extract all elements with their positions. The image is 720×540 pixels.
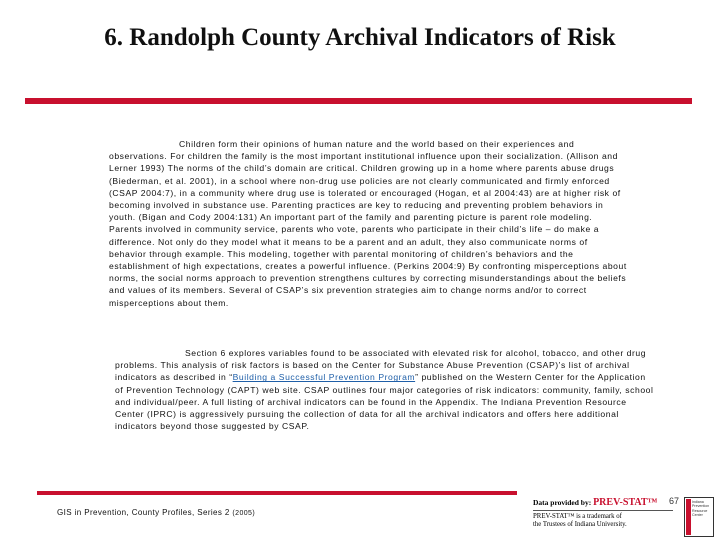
paragraph-2-text-after: ” published on the Western Center for the Application of Prevention Technology (CAPT) web site. CSAP outlines four major categories of risk indicators: community, family, school and individual/peer. A full listing of archival indicators can be found in the Appendix. The Indiana Prevention Resource Center (IPRC) is aggressively pursuing the collection of data for all the archival indicators and offers here additional indicators beyond those suggested by CSAP. (115, 372, 654, 432)
building-prevention-program-link[interactable]: Building a Successful Prevention Program (232, 372, 416, 383)
paragraph-2-text-before: Section 6 explores variables found to be associated with elevated risk for alcohol, tobacco, and other drug problems. This analysis of risk factors is based on the Center for Substance Abuse Prevention (CSAP)’s list of archival indicators as described in “ (115, 348, 647, 383)
map-label: Indiana Prevention Resource Center (692, 500, 710, 518)
paragraph-children-norms (109, 138, 627, 309)
logo-trademark-line-1: PREV-STAT™ is a trademark of (533, 513, 622, 520)
paragraph-1-text: Children form their opinions of human nature and the world based on their experiences and observations. For children the family is the most important institutional influence upon their socialization. (Allison and Lerner 1993) The norms of the child’s domain are critical. Children growing up in a home where parents abuse drugs (Biederman, et al. 2001), in a school where non-drug use policies are not clearly communicated and firmly enforced (CSAP 2004:7), in a community where drug use is tolerated or encouraged (Hogan, et al 2004:43) are at higher risk of becoming involved in substance use. Parenting practices are key to reducing and preventing problem behaviors in youth. (Bigan and Cody 2004:131) An important part of the family and parenting picture is parent role modeling. Parents involved in community service, parents who vote, parents who participate in their child’s life – do make a difference. Not only do they model what it means to be a parent and an adult, they also communicate norms of behavior through example. This modeling, together with parental monitoring of children’s behaviors and the establishment of high expectations, creates a powerful influence. (Perkins 2004:9) By confronting misperceptions about norms, the social norms approach to prevention strengthens cultures by correcting misunderstandings about the beliefs and values of its members. Several of CSAP’s six prevention strategies aim to change norms and/or to correct misperceptions about them. (109, 139, 627, 308)
logo-provided-line (533, 497, 683, 508)
logo-trademark-line-2: the Trustees of Indiana University. (533, 521, 627, 528)
footer-series-text: GIS in Prevention, County Profiles, Series 2 (57, 508, 230, 517)
bottom-divider (37, 491, 517, 495)
top-divider (25, 98, 692, 104)
footer-series (57, 508, 255, 517)
logo-brand: PREV-STAT™ (593, 497, 658, 508)
logo-provided-by: Data provided by: (533, 498, 592, 507)
indiana-map-logo (684, 497, 714, 537)
map-strip (686, 499, 691, 535)
paragraph-section-6 (115, 347, 655, 432)
prev-stat-logo (533, 497, 683, 533)
page-number: 67 (669, 496, 680, 506)
logo-divider (533, 510, 673, 511)
footer-year: (2005) (232, 510, 256, 517)
page-title: 6. Randolph County Archival Indicators of Risk (104, 24, 616, 51)
